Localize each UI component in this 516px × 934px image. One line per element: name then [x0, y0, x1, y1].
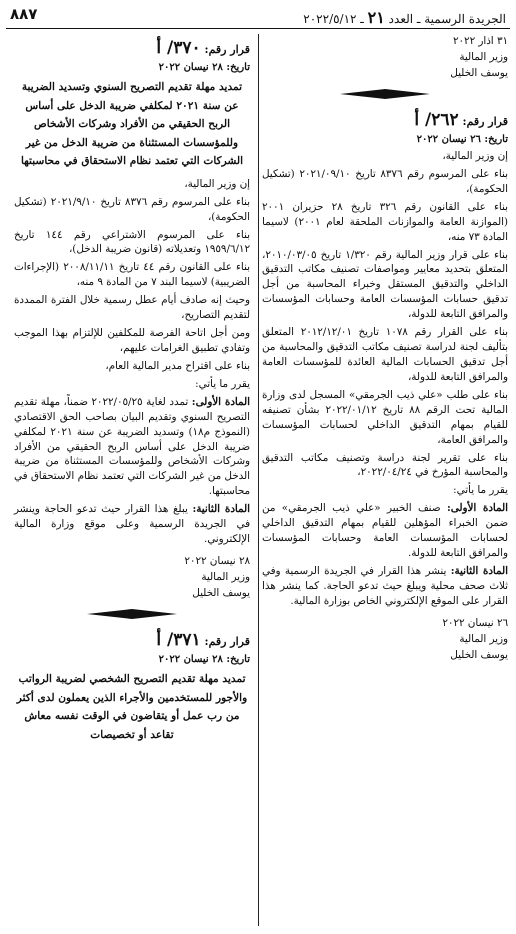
decision-date: تاريخ: ٢٦ نيسان ٢٠٢٢ [416, 133, 508, 145]
recital: بناء على تقرير لجنة دراسة وتصنيف مكاتب التدقيق والمحاسبة المؤرخ في ٢٠٢٢/٠٤/٢٤، [262, 451, 508, 479]
decision-title: تمديد مهلة تقديم التصريح الشخصي لضريبة الرواتب والأجور للمستخدمين والأجراء الذين يعملون لدى أكثر من رب عمل أو يتقاضون في الوقت نفسه معاش تقاعد أو تخصيصات [16, 673, 248, 741]
decision-intro: إن وزير المالية، [442, 150, 508, 162]
signature-name: يوسف الخليل [192, 586, 250, 599]
recital: بناء على طلب «علي ذيب الجرمقي» المسجل لدى وزارة المالية تحت الرقم ٨٨ تاريخ ٢٠٢٢/٠١/١٢ بشأن تصنيفه للقيام بمهام التدقيق الداخلي لحسابات المؤسسات والمرافق العامة، [262, 388, 508, 446]
top-signature-role: وزير المالية [459, 50, 508, 63]
signature-name: يوسف الخليل [450, 648, 508, 661]
decision-date: تاريخ: ٢٨ نيسان ٢٠٢٢ [158, 61, 250, 73]
decision-title: تمديد مهلة تقديم التصريح السنوي وتسديد الضريبة عن سنة ٢٠٢١ لمكلفي ضريبة الدخل على أساس الربح الحقيقي من الأفراد وشركات الأشخاص وللمؤسسات المستثناة من ضريبة الدخل من غير الشركات التي تعتمد نظام الاستحقاق في محاسبتها [20, 81, 244, 168]
gazette-name: الجريدة الرسمية ـ العدد [388, 12, 506, 26]
recital: بناء على المرسوم رقم ٨٣٧٦ تاريخ ٢٠٢١/٩/١٠ (تشكيل الحكومة)، [14, 195, 250, 223]
article-label: المادة الثانية: [192, 503, 250, 516]
decision-number-label: قرار رقم: [204, 43, 250, 56]
article-text: تمدد لغاية ٢٠٢٢/٠٥/٢٥ ضمناً، مهلة تقديم التصريح السنوي وتقديم البيان بصاحب الحق الاقتصادي (النموذج م١٨) وتسديد الضريبة عن سنة ٢٠٢١ لمكلفي ضريبة الدخل على أساس الربح الحقيقي من الأفراد وشركات الأشخاص وللمؤسسات المستثناة من ضريبة الدخل من غير الشركات التي تعتمد نظام الاستحقاق في محاسبتها. [14, 395, 250, 498]
decision-date: تاريخ: ٢٨ نيسان ٢٠٢٢ [158, 653, 250, 665]
gazette-title [303, 6, 506, 29]
issue-number: ٢١ [367, 8, 385, 27]
header-rule [6, 28, 510, 29]
recital: وحيث إنه صادف أيام عطل رسمية خلال الفترة الممددة لتقديم التصاريح، [14, 294, 250, 322]
top-signature-date: ٣١ اذار ٢٠٢٢ [452, 35, 508, 47]
decides-line: يقرر ما يأتي: [453, 484, 508, 497]
section-separator [87, 608, 177, 620]
recital: ومن أجل اتاحة الفرصة للمكلفين للإلتزام بهذا الموجب وتفادي تطبيق الغرامات عليهم، [14, 327, 250, 355]
recital: بناء على القانون رقم ٤٤ تاريخ ٢٠٠٨/١١/١١ (الإجراءات الضريبية) لاسيما البند ٧ من المادة ٩ منه، [14, 261, 250, 289]
section-separator [340, 88, 430, 100]
left-column [14, 34, 250, 750]
decision-262 [262, 108, 508, 664]
recital: بناء على القرار رقم ١٠٧٨ تاريخ ٢٠١٢/١٢/٠١ المتعلق بتأليف لجنة لدراسة تصنيف مكاتب التدقيق والمحاسبة من أجل تدقيق الحسابات المالية العائدة للمؤسسات العامة والمرافق التابعة للدولة، [262, 326, 508, 383]
decision-number [14, 628, 250, 653]
signature-date: ٢٨ نيسان ٢٠٢٢ [184, 555, 250, 567]
recital: بناء على المرسوم الاشتراعي رقم ١٤٤ تاريخ ١٩٥٩/٦/١٢ وتعديلاته (قانون ضريبة الدخل)، [14, 228, 250, 256]
decision-number [262, 108, 508, 133]
decision-370 [14, 36, 250, 602]
decision-371 [14, 628, 250, 744]
article-label: المادة الأولى: [191, 395, 250, 408]
article-text: ينشر هذا القرار في الجريدة الرسمية وفي ثلاث صحف محلية ويبلغ حيث تدعو الحاجة. كما ينشر هذا القرار على الموقع الإلكتروني الخاص بوزارة المالية. [262, 564, 508, 607]
signature-role: وزير المالية [459, 632, 508, 645]
recital: بناء على القانون رقم ٣٢٦ تاريخ ٢٨ حزيران ٢٠٠١ (الموازنة العامة والموازنات الملحقة لعام ٢٠٠١) لاسيما المادة ٧٣ منه، [262, 200, 508, 243]
article-label: المادة الثانية: [450, 564, 508, 577]
column-divider [258, 34, 259, 926]
article-1 [262, 501, 508, 561]
article-label: المادة الأولى: [446, 502, 508, 515]
decision-number-label: قرار رقم: [462, 114, 508, 128]
decision-number-label: قرار رقم: [204, 634, 250, 648]
page-number: ٨٨٧ [10, 5, 38, 23]
article-2 [262, 564, 508, 609]
decides-line: يقرر ما يأتي: [195, 377, 250, 390]
top-signature-name: يوسف الخليل [450, 66, 508, 79]
decision-intro: إن وزير المالية، [184, 177, 250, 190]
recital: بناء على اقتراح مدير المالية العام، [105, 359, 250, 372]
issue-date: ـ ٢٠٢٢/٥/١٢ [303, 12, 364, 26]
decision-number-value: ٣٧٠/ أ [156, 38, 201, 58]
article-1 [14, 395, 250, 499]
article-2 [14, 502, 250, 547]
recital: بناء على قرار وزير المالية رقم ١/٣٢٠ تاريخ ٢٠١٠/٠٣/٠٥، المتعلق بتحديد معايير ومواصفات تصنيف مكاتب التدقيق الداخلي والتدقيق المستقل وخبراء المحاسبة من أجل تدقيق حسابات المؤسسات العامة وحسابات المؤسسات والمرافق التابعة للدولة، [262, 248, 508, 321]
signature-date: ٢٦ نيسان ٢٠٢٢ [442, 616, 508, 629]
article-text: صنف الخبير «علي ذيب الجرمقي» من ضمن الخبراء المؤهلين للقيام بمهام التدقيق الداخلي لحسابات المؤسسات العامة وحسابات المؤسسات والمرافق التابعة للدولة. [262, 502, 508, 560]
page-header [6, 4, 510, 28]
decision-number-value: ٣٧١/ أ [156, 629, 201, 650]
decision-number-value: ٢٦٢/ أ [414, 109, 459, 130]
decision-number [14, 36, 250, 61]
recital: بناء على المرسوم رقم ٨٣٧٦ تاريخ ٢٠٢١/٠٩/١٠ (تشكيل الحكومة)، [262, 167, 508, 195]
right-column [262, 34, 508, 664]
article-text: يبلغ هذا القرار حيث تدعو الحاجة وينشر في الجريدة الرسمية وعلى موقع وزارة المالية الإلكتروني. [14, 503, 250, 546]
signature-role: وزير المالية [201, 570, 250, 583]
